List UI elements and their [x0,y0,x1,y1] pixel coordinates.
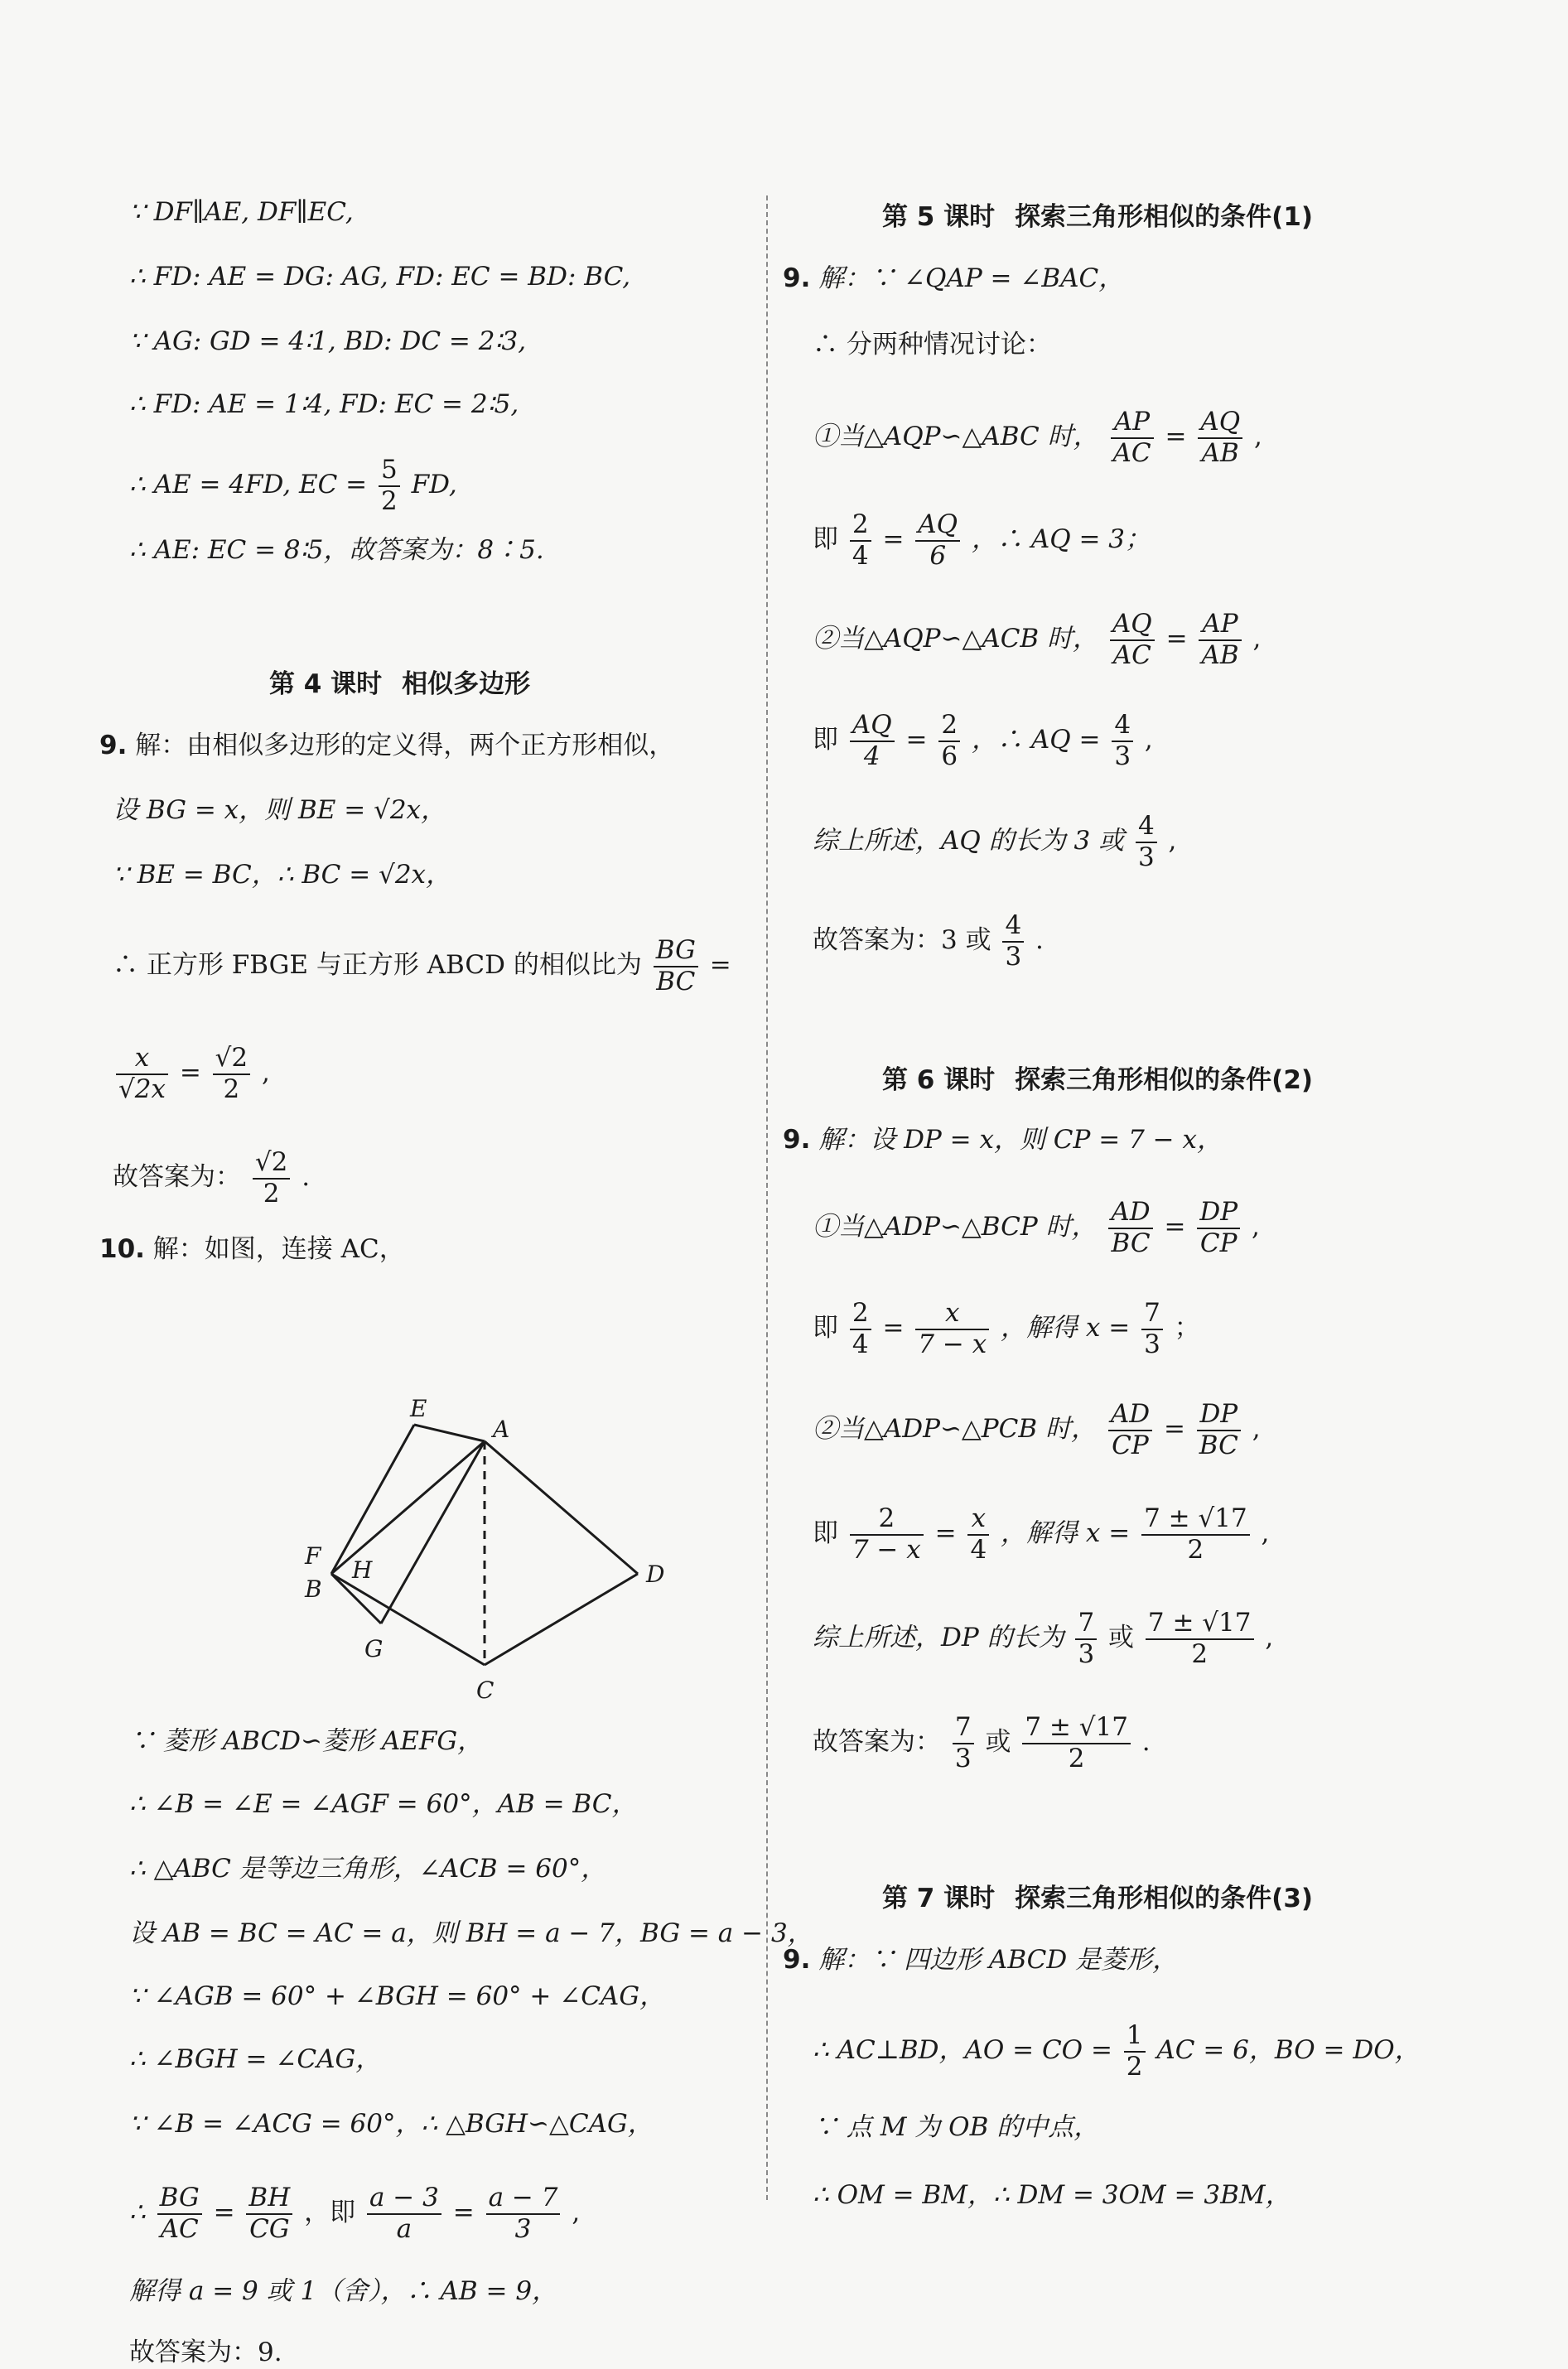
math-text: ∴ ∠B = ∠E = ∠AGF = 60°，AB = BC， [129,1789,638,1819]
numerator: a − 3 [367,2183,441,2215]
solution-text: 即 [813,725,838,755]
denominator: 3 [1078,1638,1095,1669]
solution-text: ∴ 正方形 FBGE 与正方形 ABCD 的相似比为 [113,950,642,981]
solution-text: 或 [1108,1623,1135,1653]
math-text: = [1163,1414,1185,1445]
fraction [1110,610,1155,670]
solution-text: 即 [813,1313,838,1344]
math-text: ①当△AQP∽△ABC 时， [813,422,1099,452]
text-line [783,328,1052,361]
denominator: AC [1112,639,1151,670]
denominator: 2 [381,485,398,516]
question-number: 9. [99,731,128,760]
fraction [213,1044,250,1104]
numerator: x [967,1504,989,1536]
numerator: 7 [1141,1299,1163,1330]
math-text: = [452,2198,475,2228]
question-number: 9. [783,1125,811,1155]
math-text: ∵ BE = BC，∴ BC = √2x， [113,860,452,890]
math-text: 设 AB = BC = AC = a，则 BH = a − 7，BG = a − 3， [129,1918,813,1948]
question-number: 10. [99,1234,145,1264]
text-line [783,1400,1261,1460]
math-text: ①当△ADP∽△BCP 时， [813,1212,1098,1242]
text-line [99,1044,270,1104]
lesson-number: 第 7 课时 [882,1884,996,1913]
segment-cb [331,1574,485,1665]
fraction [253,1148,290,1209]
math-text: 设 BG = x，则 BE = √2x， [113,795,447,825]
fraction [1108,1400,1152,1460]
math-text: 解：设 DP = x，则 CP = 7 − x， [818,1125,1223,1155]
fraction [915,1299,989,1359]
math-text: , [1144,725,1153,755]
solution-text: 综上所述，DP 的长为 [813,1623,1064,1653]
text-line [99,1788,638,1821]
denominator: √2x [118,1074,166,1104]
segment-ea [414,1425,485,1441]
denominator: 2 [1126,2051,1143,2082]
numerator: AQ [850,711,895,742]
fraction [116,1044,168,1104]
numerator: 7 [1075,1609,1097,1640]
numerator: 4 [1002,911,1024,943]
fraction [1197,1400,1241,1460]
lesson-topic: 探索三角形相似的条件(3) [1015,1884,1314,1913]
fraction [1112,711,1133,771]
math-text: ∴ △ABC 是等边三角形，∠ACB = 60°， [129,1854,607,1884]
solution-text: 即 [813,1518,838,1549]
segment-ag [381,1441,485,1624]
solution-text: 或 [985,1727,1011,1758]
denominator: AB [1201,437,1239,468]
denominator: 2 [223,1074,240,1104]
numerator: DP [1197,1400,1241,1431]
denominator: AC [160,2213,199,2244]
math-text: 解：∵ 四边形 ABCD 是菱形， [818,1945,1179,1975]
text-line [99,388,519,421]
numerator: 2 [850,1504,924,1536]
fraction [367,2183,441,2244]
text-line [99,729,674,762]
fraction [1002,911,1024,972]
math-text: , [262,1058,270,1088]
math-text: ∴ FD: AE = DG: AG, FD: EC = BD: BC, [129,262,631,292]
text-line [99,1852,606,1885]
fraction [1141,1504,1250,1565]
denominator: 4 [852,540,869,571]
denominator: 2 [1068,1743,1085,1773]
question-number: 9. [783,263,811,293]
numerator: 7 ± √17 [1141,1504,1250,1536]
numerator: AD [1108,1400,1152,1431]
lesson-topic: 探索三角形相似的条件(2) [1015,1065,1314,1095]
math-text: ∵ ∠B = ∠ACG = 60°，∴ △BGH∽△CAG， [129,2109,654,2139]
text-line [99,195,354,229]
math-text: . [1035,925,1044,956]
section-title-lesson-6 [882,1059,1313,1096]
math-text: = [934,1518,957,1549]
denominator: 7 − x [918,1329,987,1359]
text-line [783,1198,1260,1258]
text-line [99,2275,557,2308]
math-text: ∴ [129,2198,146,2228]
numerator: 2 [938,711,960,742]
math-text: ∴ OM = BM，∴ DM = 3OM = 3BM， [813,2180,1291,2210]
numerator: 7 [953,1713,974,1744]
text-line [99,2107,654,2140]
fraction [850,1504,924,1565]
math-text: ，解得 x = [1001,1313,1131,1344]
fraction [850,1299,871,1359]
math-text: ，即 [304,2198,356,2228]
math-text: , [1253,422,1262,452]
segment-fe [331,1425,414,1574]
section-title-lesson-5 [882,195,1313,233]
fraction [953,1713,974,1773]
fraction [938,711,960,771]
math-text: . [302,1162,311,1193]
numerator: x [915,1299,989,1330]
rhombus-figure [306,1292,688,1731]
section-title-lesson-4 [269,663,530,700]
fraction [850,711,895,771]
denominator: 3 [1137,842,1155,872]
math-text: , [1252,624,1262,654]
text-line [783,2021,1421,2082]
denominator: AC [1112,437,1151,468]
math-text: ∵ ∠AGB = 60° + ∠BGH = 60° + ∠CAG， [129,1981,666,2011]
denominator: 3 [1005,941,1022,972]
math-text: ∴ FD: AE = 1∶4, FD: EC = 2∶5, [129,389,519,419]
text-line [99,260,630,293]
math-text: , [572,2198,581,2228]
numerator: 7 ± √17 [1022,1713,1131,1744]
math-text: ∵ DF∥AE, DF∥EC, [129,197,354,227]
solution-text: 综上所述，AQ 的长为 3 或 [813,826,1125,856]
text-line [99,2336,282,2369]
math-text: . [1141,1727,1151,1758]
math-text: , [1168,826,1177,856]
math-text: , [1252,1414,1261,1445]
text-line [99,1725,483,1758]
math-text: ∴ AE = 4FD, EC = [129,470,368,500]
denominator: CP [1112,1430,1149,1460]
math-text: AC = 6，BO = DO， [1156,2035,1421,2066]
math-text: 解：∵ ∠QAP = ∠BAC， [818,263,1125,293]
label-f: F [305,1542,321,1570]
math-text: ∴ AC⊥BD，AO = CO = [813,2035,1112,2066]
text-line [783,1609,1273,1669]
text-line [99,2183,580,2244]
numerator: 2 [850,1299,871,1330]
text-line [783,510,1151,571]
fraction [1111,408,1154,468]
math-text: ∴ ∠BGH = ∠CAG， [129,2044,382,2074]
text-line [783,2178,1291,2212]
fraction [1146,1609,1254,1669]
text-line [783,1504,1269,1565]
text-line [783,262,1124,295]
numerator: √2 [213,1044,250,1075]
label-e: E [410,1395,427,1422]
math-text: = [905,725,928,755]
numerator: x [116,1044,168,1075]
solution-text: 解：由相似多边形的定义得，两个正方形相似， [135,731,675,760]
denominator: 4 [970,1534,987,1565]
denominator: CP [1199,1228,1238,1258]
text-line [783,2111,1099,2144]
lesson-number: 第 4 课时 [269,669,383,699]
denominator: 4 [863,741,880,771]
denominator: 2 [1187,1534,1204,1565]
solution-text: 解：如图，连接 AC， [152,1234,405,1264]
label-b: B [305,1575,322,1603]
math-text: ，解得 x = [1001,1518,1131,1549]
lesson-topic: 探索三角形相似的条件(1) [1015,202,1314,232]
text-line [99,2043,381,2076]
denominator: CG [249,2213,290,2244]
numerator: AP [1111,408,1154,439]
numerator: √2 [253,1148,290,1180]
denominator: 6 [941,741,958,771]
numerator: 7 ± √17 [1146,1609,1254,1640]
denominator: BC [1199,1430,1238,1460]
label-h: H [352,1556,373,1584]
text-line [783,610,1261,670]
denominator: 3 [1114,741,1131,771]
text-line [99,533,544,567]
text-line [99,1980,665,2013]
label-c: C [476,1677,495,1704]
text-line [783,1299,1200,1359]
text-line [783,812,1176,872]
math-text: ∵ 菱形 ABCD∽菱形 AEFG， [129,1726,484,1756]
math-text: 解得 a = 9 或 1（舍），∴ AB = 9， [129,2276,558,2306]
numerator: 4 [1136,812,1157,843]
column-divider [766,195,768,2200]
math-text: ，∴ AQ = 3； [971,524,1151,555]
denominator: BC [1111,1228,1151,1258]
fraction [915,510,960,571]
numerator: AQ [1198,408,1242,439]
fraction [1136,812,1157,872]
math-text: = [882,1313,905,1344]
fraction [1124,2021,1146,2082]
question-number: 9. [783,1945,811,1975]
fraction [246,2183,292,2244]
solution-text: 故答案为： [813,1727,941,1758]
fraction [379,456,400,516]
text-line [99,1148,310,1209]
fraction [157,2183,202,2244]
denominator: 7 − x [852,1534,921,1565]
fraction [967,1504,989,1565]
text-line [99,794,446,827]
solution-text: 故答案为：9. [129,2338,282,2367]
text-line [99,1917,813,1950]
numerator: AD [1108,1198,1152,1229]
solution-text: ∴ 分两种情况讨论： [813,330,1052,359]
math-text: ∵ 点 M 为 OB 的中点， [813,2112,1100,2142]
numerator: BG [654,936,698,967]
text-line [99,936,731,996]
label-d: D [646,1561,665,1588]
segment-dc [485,1574,638,1665]
text-line [783,1713,1151,1773]
text-line [783,408,1262,468]
denominator: 3 [1144,1329,1160,1359]
numerator: AQ [1110,610,1155,641]
text-line [99,1233,405,1266]
solution-text: 故答案为：3 或 [813,925,991,956]
denominator: a [396,2213,413,2244]
numerator: 5 [379,456,400,487]
fraction [1197,1198,1240,1258]
math-text: , [1265,1623,1274,1653]
numerator: DP [1197,1198,1240,1229]
math-text: , [1251,1212,1260,1242]
math-text: ②当△AQP∽△ACB 时， [813,624,1099,654]
numerator: BH [246,2183,292,2215]
math-text: = [213,2198,235,2228]
text-line [783,711,1153,771]
math-text: = [1165,624,1188,654]
denominator: 3 [514,2213,532,2244]
fraction [1198,408,1242,468]
math-text: ； [1174,1313,1200,1344]
text-line [99,456,457,516]
denominator: BC [656,966,696,996]
denominator: 2 [1191,1638,1209,1669]
text-line [783,911,1044,972]
fraction [1022,1713,1131,1773]
text-line [783,1943,1178,1976]
solution-text: 故答案为： [113,1162,241,1193]
math-text: = [179,1058,201,1088]
fraction [1075,1609,1097,1669]
math-text: = [1164,1212,1186,1242]
lesson-topic: 相似多边形 [402,669,531,699]
denominator: 4 [852,1329,869,1359]
math-text: = [882,524,905,555]
fraction [1141,1299,1163,1359]
numerator: 2 [850,510,871,542]
section-title-lesson-7 [882,1877,1313,1914]
numerator: 4 [1112,711,1133,742]
math-text: FD, [411,470,457,500]
math-text: , [1261,1518,1270,1549]
denominator: AB [1201,639,1239,670]
segment-ad [485,1441,638,1574]
label-g: G [364,1635,384,1662]
fraction [486,2183,561,2244]
fraction [1108,1198,1152,1258]
math-text: = [1165,422,1187,452]
numerator: 1 [1124,2021,1146,2053]
numerator: AP [1199,610,1241,641]
numerator: BG [157,2183,202,2215]
text-line [99,325,526,358]
fraction [1199,610,1241,670]
math-text: ∵ AG: GD = 4∶1, BD: DC = 2∶3, [129,326,527,356]
math-text: ，∴ AQ = [971,725,1101,755]
lesson-number: 第 5 课时 [882,202,996,232]
text-line [99,858,451,891]
segment-ba [331,1441,485,1574]
denominator: 3 [954,1743,972,1773]
text-line [783,1123,1223,1156]
label-a: A [493,1416,510,1443]
fraction [850,510,871,571]
solution-text: 即 [813,524,838,555]
math-text: ②当△ADP∽△PCB 时， [813,1414,1097,1445]
numerator: a − 7 [486,2183,561,2215]
denominator: 2 [263,1178,280,1209]
fraction [654,936,698,996]
lesson-number: 第 6 课时 [882,1065,996,1095]
math-text: = [709,950,731,981]
math-text: ∴ AE: EC = 8∶5，故答案为：8∶5. [129,535,544,565]
numerator: AQ [915,510,960,542]
denominator: 6 [929,540,947,571]
